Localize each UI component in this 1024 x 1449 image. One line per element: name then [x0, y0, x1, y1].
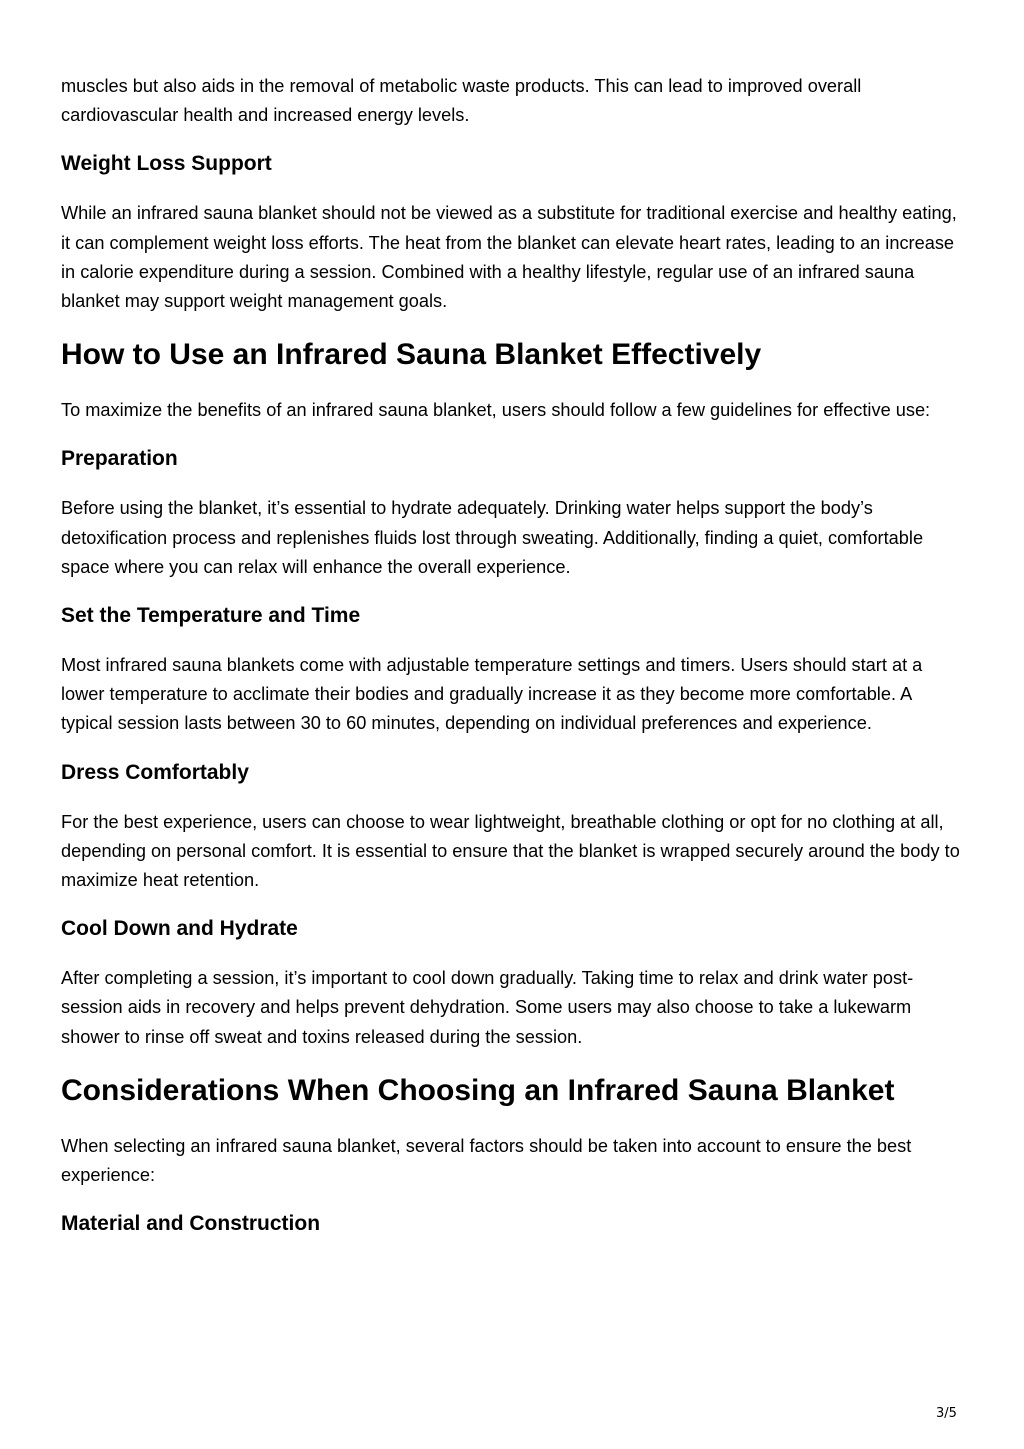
heading-dress-comfortably: Dress Comfortably	[61, 760, 249, 784]
heading-how-to-use: How to Use an Infrared Sauna Blanket Effectively	[61, 338, 762, 372]
paragraph-intro-continued: muscles but also aids in the removal of metabolic waste products. This can lead to improved overall cardiovascular health and increased energy levels.	[61, 76, 862, 126]
heading-weight-loss-support: Weight Loss Support	[61, 152, 272, 176]
paragraph-weight-loss: While an infrared sauna blanket should not be viewed as a substitute for traditional exercise and healthy eating, it can complement weight loss efforts. The heat from the blanket can elevate heart rates, leading to an increase in calorie expenditure during a session. Combined with a healthy lifestyle, regular use of an infrared sauna blanket may support weight management goals.	[61, 203, 957, 312]
paragraph-dress-comfortably: For the best experience, users can choose to wear lightweight, breathable clothing or opt for no clothing at all, depending on personal comfort. It is essential to ensure that the blanket is wrapped securely around the body to maximize heat retention.	[61, 811, 960, 891]
document-page	[61, 72, 966, 1259]
paragraph-considerations: When selecting an infrared sauna blanket, several factors should be taken into account to ensure the best experience:	[61, 1135, 912, 1186]
paragraph-cool-down: After completing a session, it’s important to cool down gradually. Taking time to relax and drink water post-session aids in recovery and helps prevent dehydration. Some users may also choose to take a lukewarm shower to rinse off sweat and toxins released during the session.	[61, 968, 914, 1047]
heading-considerations: Considerations When Choosing an Infrared Sauna Blanket	[61, 1073, 895, 1107]
heading-preparation: Preparation	[61, 447, 178, 471]
paragraph-preparation: Before using the blanket, it’s essential to hydrate adequately. Drinking water helps support the body’s detoxification process and replenishes fluids lost through sweating. Additionally, finding a quiet, comfortable space where you can relax will enhance the overall experience.	[61, 498, 924, 577]
heading-cool-down: Cool Down and Hydrate	[61, 917, 298, 941]
heading-material-construction: Material and Construction	[61, 1212, 321, 1236]
heading-temperature-time: Set the Temperature and Time	[61, 604, 361, 628]
paragraph-temperature-time: Most infrared sauna blankets come with adjustable temperature settings and timers. Users should start at a lower temperature to acclimate their bodies and gradually increase it as they become more comfortable. A typical session lasts between 30 to 60 minutes, depending on individual preferences and experience.	[61, 655, 923, 734]
page-number: 3/5	[936, 1406, 957, 1421]
paragraph-how-to-use: To maximize the benefits of an infrared sauna blanket, users should follow a few guidelines for effective use:	[61, 400, 931, 421]
